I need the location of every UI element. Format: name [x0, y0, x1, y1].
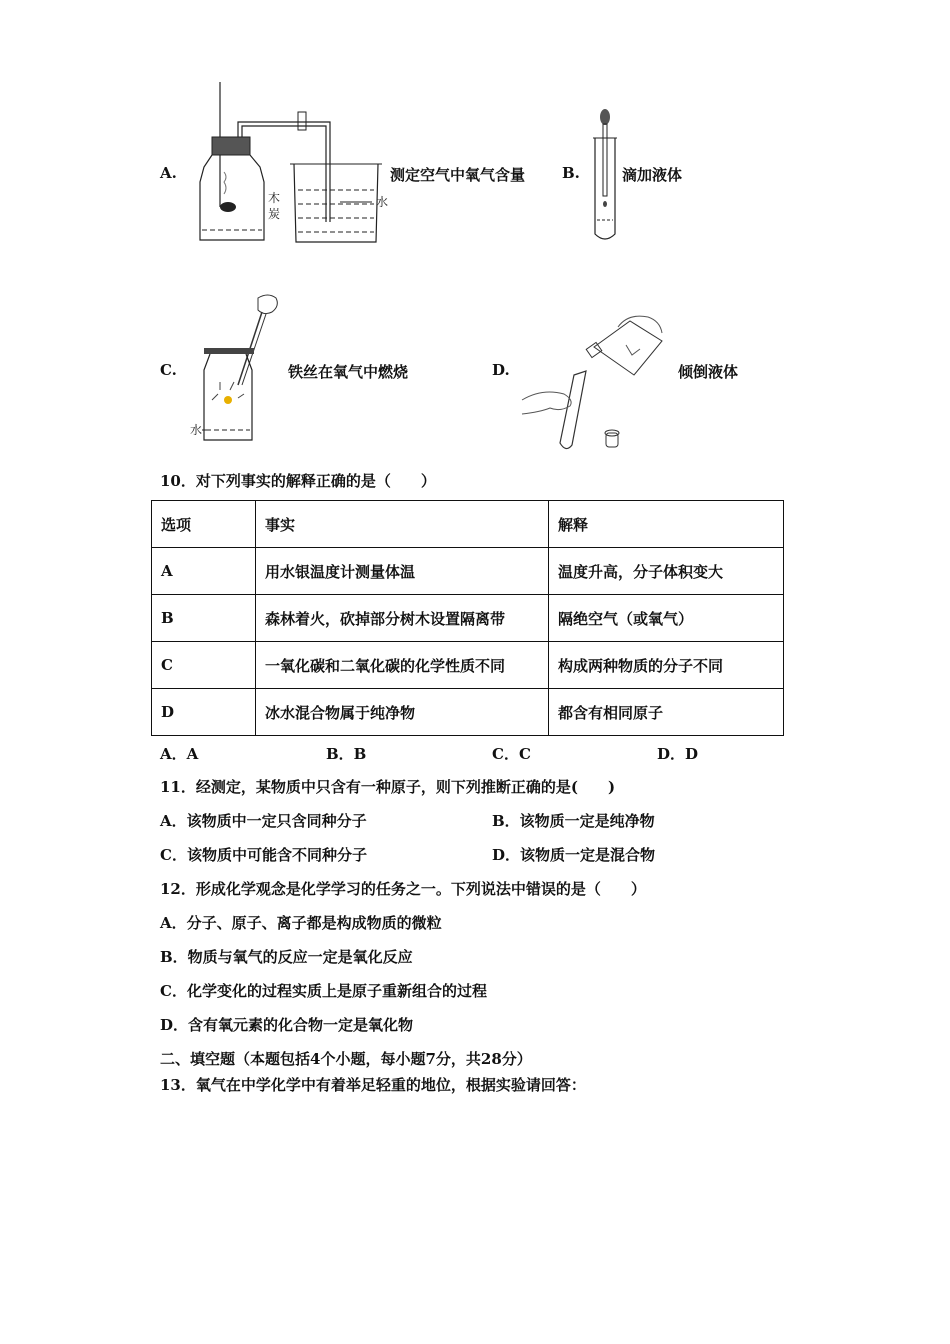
table-row	[152, 595, 784, 642]
table-row	[152, 642, 784, 689]
cell-fact: 森林着火，砍掉部分树木设置隔离带	[256, 595, 549, 642]
option-b-label: B.	[562, 164, 580, 182]
label-water-c: 水	[190, 423, 203, 437]
option-c-text: 铁丝在氧气中燃烧	[288, 363, 409, 381]
q11-option-c: C．该物质中可能含不同种分子	[160, 846, 367, 864]
q11-option-d: D．该物质一定是混合物	[492, 846, 656, 864]
cell-explanation: 隔绝空气（或氧气）	[549, 595, 784, 642]
q12-stem: 12．形成化学观念是化学学习的任务之一。下列说法中错误的是（ ）	[160, 880, 646, 898]
label-water: 水	[376, 195, 389, 209]
section-heading: 二、填空题（本题包括4个小题，每小题7分，共28分）	[160, 1050, 532, 1068]
table-row	[152, 548, 784, 595]
figure-air-oxygen-measurement	[190, 82, 390, 247]
q12-option-b: B．物质与氧气的反应一定是氧化反应	[160, 948, 413, 966]
q11-stem: 11．经测定，某物质中只含有一种原子，则下列推断正确的是( )	[160, 778, 616, 796]
q10-choice-a: A．A	[160, 745, 199, 763]
option-d-label: D.	[492, 361, 510, 379]
option-c-label: C.	[160, 361, 177, 379]
cell-explanation: 构成两种物质的分子不同	[549, 642, 784, 689]
figure-dropper-adding-liquid	[590, 108, 620, 243]
figure-iron-wire-burning	[190, 290, 285, 445]
cell-explanation: 都含有相同原子	[549, 689, 784, 736]
option-a-label: A.	[160, 164, 177, 182]
header-explanation: 解释	[549, 501, 784, 548]
label-charcoal-1: 木	[268, 191, 281, 205]
table-row	[152, 689, 784, 736]
q10-table	[151, 500, 784, 736]
option-b-text: 滴加液体	[622, 166, 683, 184]
q10-stem: 10．对下列事实的解释正确的是（ ）	[160, 472, 436, 490]
table-header-row	[152, 501, 784, 548]
cell-fact: 用水银温度计测量体温	[256, 548, 549, 595]
option-d-text: 倾倒液体	[678, 363, 739, 381]
cell-fact: 一氧化碳和二氧化碳的化学性质不同	[256, 642, 549, 689]
q10-choice-c: C．C	[492, 745, 531, 763]
q10-choice-d: D．D	[657, 745, 699, 763]
cell-fact: 冰水混合物属于纯净物	[256, 689, 549, 736]
cell-option: A	[152, 548, 256, 595]
cell-option: D	[152, 689, 256, 736]
option-a-text: 测定空气中氧气含量	[390, 166, 526, 184]
q12-option-a: A．分子、原子、离子都是构成物质的微粒	[160, 914, 442, 932]
cell-option: C	[152, 642, 256, 689]
q10-choice-b: B．B	[326, 745, 367, 763]
q13-stem: 13．氧气在中学化学中有着举足轻重的地位，根据实验请回答：	[160, 1076, 586, 1094]
q12-option-c: C．化学变化的过程实质上是原子重新组合的过程	[160, 982, 487, 1000]
q11-option-b: B．该物质一定是纯净物	[492, 812, 655, 830]
label-charcoal-2: 炭	[268, 207, 281, 221]
cell-option: B	[152, 595, 256, 642]
figure-pouring-liquid	[522, 305, 672, 455]
q12-option-d: D．含有氧元素的化合物一定是氧化物	[160, 1016, 414, 1034]
cell-explanation: 温度升高，分子体积变大	[549, 548, 784, 595]
q11-option-a: A．该物质中一定只含同种分子	[160, 812, 367, 830]
header-option: 选项	[152, 501, 256, 548]
header-fact: 事实	[256, 501, 549, 548]
